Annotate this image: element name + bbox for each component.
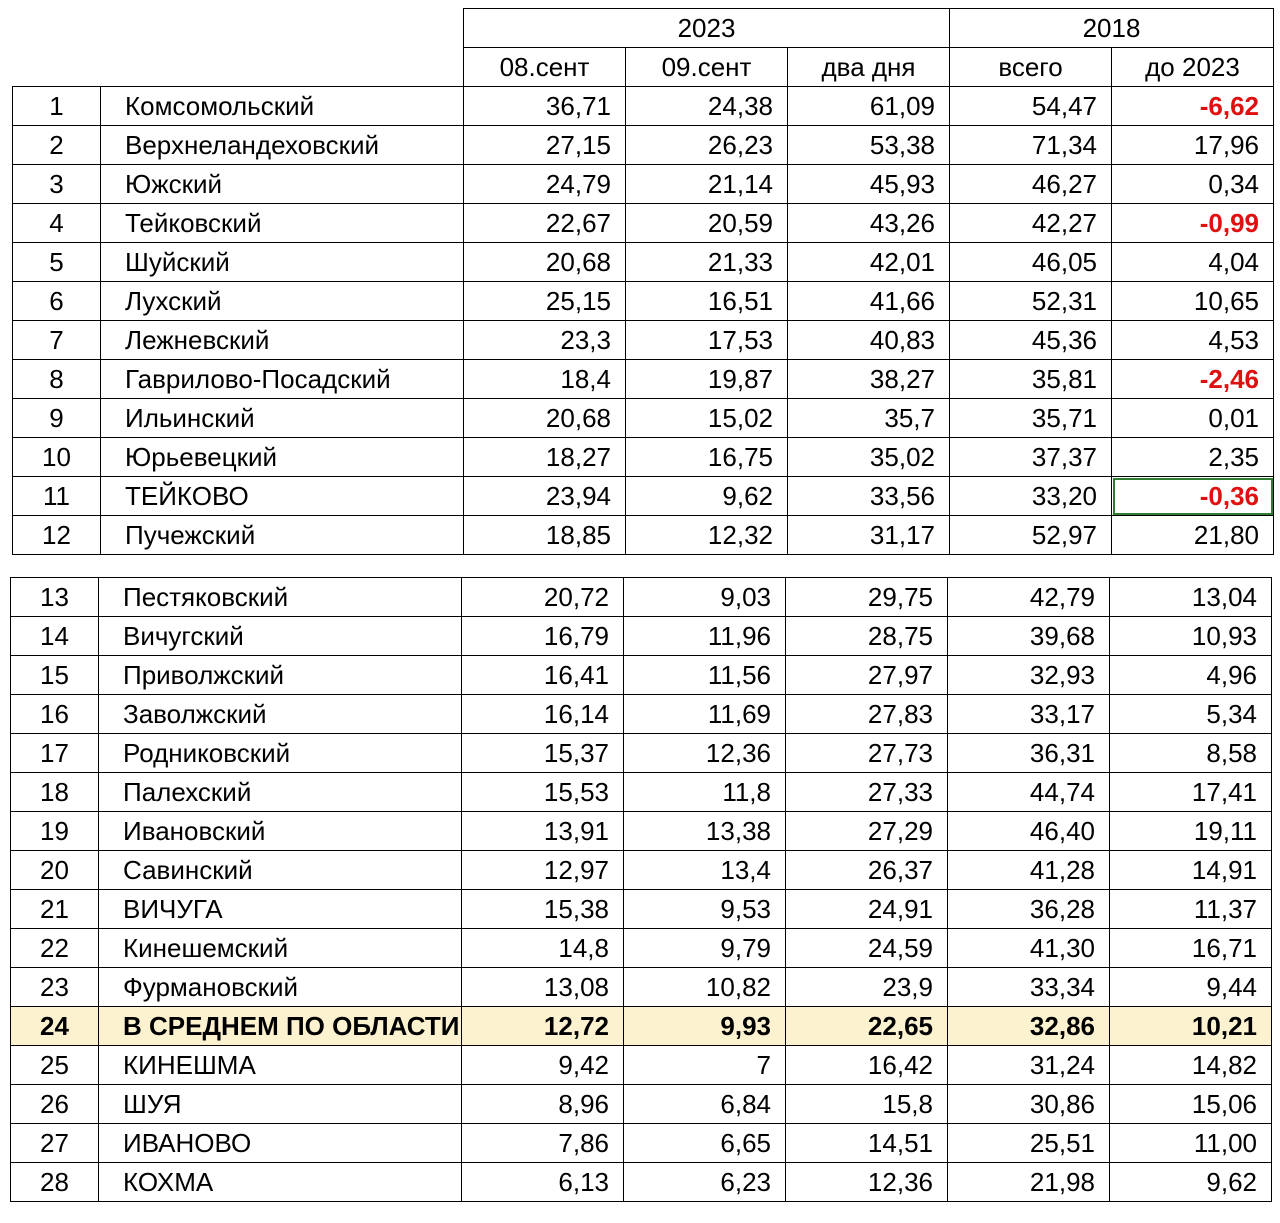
value-sep09[interactable]: 15,02 xyxy=(626,399,788,438)
district-name[interactable]: В СРЕДНЕМ ПО ОБЛАСТИ xyxy=(99,1007,462,1046)
value-sep09[interactable]: 11,69 xyxy=(624,695,786,734)
value-sep09[interactable]: 16,75 xyxy=(626,438,788,477)
value-sep08[interactable]: 24,79 xyxy=(464,165,626,204)
value-two-days[interactable]: 33,56 xyxy=(788,477,950,516)
table-row xyxy=(13,165,1274,204)
value-two-days[interactable]: 27,83 xyxy=(786,695,948,734)
value-diff[interactable]: 10,65 xyxy=(1112,282,1274,321)
value-total-2018[interactable]: 44,74 xyxy=(948,773,1110,812)
header-year-2023: 2023 xyxy=(464,9,950,48)
value-diff[interactable]: -2,46 xyxy=(1112,360,1274,399)
table-row xyxy=(13,399,1274,438)
value-two-days[interactable]: 27,97 xyxy=(786,656,948,695)
value-total-2018[interactable]: 35,81 xyxy=(950,360,1112,399)
value-sep09[interactable]: 21,14 xyxy=(626,165,788,204)
value-sep09[interactable]: 11,8 xyxy=(624,773,786,812)
value-sep08[interactable]: 12,97 xyxy=(462,851,624,890)
value-diff[interactable]: 11,00 xyxy=(1110,1124,1272,1163)
table-row xyxy=(11,617,1272,656)
row-number[interactable]: 22 xyxy=(11,929,99,968)
district-name[interactable]: КИНЕШМА xyxy=(99,1046,462,1085)
table-row xyxy=(11,1085,1272,1124)
value-sep08[interactable]: 16,14 xyxy=(462,695,624,734)
row-number[interactable]: 12 xyxy=(13,516,101,555)
value-sep08[interactable]: 23,94 xyxy=(464,477,626,516)
value-sep09[interactable]: 9,62 xyxy=(626,477,788,516)
row-number[interactable]: 2 xyxy=(13,126,101,165)
district-name[interactable]: Заволжский xyxy=(99,695,462,734)
value-sep09[interactable]: 6,84 xyxy=(624,1085,786,1124)
row-number[interactable]: 27 xyxy=(11,1124,99,1163)
value-total-2018[interactable]: 25,51 xyxy=(948,1124,1110,1163)
value-sep09[interactable]: 12,32 xyxy=(626,516,788,555)
district-name[interactable]: ИВАНОВО xyxy=(99,1124,462,1163)
value-total-2018[interactable]: 36,31 xyxy=(948,734,1110,773)
district-name[interactable]: Юрьевецкий xyxy=(101,438,464,477)
value-two-days[interactable]: 27,29 xyxy=(786,812,948,851)
value-diff[interactable]: 9,62 xyxy=(1110,1163,1272,1202)
value-total-2018[interactable]: 32,86 xyxy=(948,1007,1110,1046)
district-name[interactable]: Савинский xyxy=(99,851,462,890)
value-sep09[interactable]: 6,23 xyxy=(624,1163,786,1202)
table-row xyxy=(11,1046,1272,1085)
row-number[interactable]: 15 xyxy=(11,656,99,695)
header-year-2018: 2018 xyxy=(950,9,1274,48)
value-two-days[interactable]: 35,02 xyxy=(788,438,950,477)
value-total-2018[interactable]: 31,24 xyxy=(948,1046,1110,1085)
header-row-columns xyxy=(13,48,1274,87)
value-sep09[interactable]: 17,53 xyxy=(626,321,788,360)
value-sep08[interactable]: 8,96 xyxy=(462,1085,624,1124)
district-name[interactable]: Палехский xyxy=(99,773,462,812)
district-name[interactable]: Шуйский xyxy=(101,243,464,282)
value-two-days[interactable]: 16,42 xyxy=(786,1046,948,1085)
value-two-days[interactable]: 15,8 xyxy=(786,1085,948,1124)
value-diff[interactable]: 13,04 xyxy=(1110,578,1272,617)
value-total-2018[interactable]: 33,34 xyxy=(948,968,1110,1007)
value-diff[interactable]: 19,11 xyxy=(1110,812,1272,851)
value-sep08[interactable]: 15,37 xyxy=(462,734,624,773)
value-diff[interactable]: 17,96 xyxy=(1112,126,1274,165)
row-number[interactable]: 5 xyxy=(13,243,101,282)
district-name[interactable]: Верхнеландеховский xyxy=(101,126,464,165)
district-name[interactable]: Вичугский xyxy=(99,617,462,656)
row-number[interactable]: 18 xyxy=(11,773,99,812)
district-name[interactable]: Пучежский xyxy=(101,516,464,555)
value-two-days[interactable]: 40,83 xyxy=(788,321,950,360)
value-sep08[interactable]: 6,13 xyxy=(462,1163,624,1202)
value-two-days[interactable]: 35,7 xyxy=(788,399,950,438)
value-sep08[interactable]: 36,71 xyxy=(464,87,626,126)
value-two-days[interactable]: 14,51 xyxy=(786,1124,948,1163)
value-sep08[interactable]: 15,38 xyxy=(462,890,624,929)
table-row xyxy=(11,968,1272,1007)
district-name[interactable]: ВИЧУГА xyxy=(99,890,462,929)
district-name[interactable]: Гаврилово-Посадский xyxy=(101,360,464,399)
value-two-days[interactable]: 26,37 xyxy=(786,851,948,890)
value-sep08[interactable]: 7,86 xyxy=(462,1124,624,1163)
value-sep08[interactable]: 15,53 xyxy=(462,773,624,812)
header-col-two-days: два дня xyxy=(788,48,950,87)
value-two-days[interactable]: 23,9 xyxy=(786,968,948,1007)
table-row xyxy=(11,1163,1272,1202)
district-name[interactable]: ТЕЙКОВО xyxy=(101,477,464,516)
value-sep09[interactable]: 20,59 xyxy=(626,204,788,243)
header-blank xyxy=(13,9,464,48)
row-number[interactable]: 4 xyxy=(13,204,101,243)
row-number[interactable]: 23 xyxy=(11,968,99,1007)
table-row xyxy=(13,282,1274,321)
table-row xyxy=(11,929,1272,968)
value-diff[interactable]: 8,58 xyxy=(1110,734,1272,773)
value-sep08[interactable]: 9,42 xyxy=(462,1046,624,1085)
row-number[interactable]: 7 xyxy=(13,321,101,360)
value-diff[interactable]: 21,80 xyxy=(1112,516,1274,555)
value-total-2018[interactable]: 42,27 xyxy=(950,204,1112,243)
value-sep08[interactable]: 27,15 xyxy=(464,126,626,165)
value-diff[interactable]: 14,82 xyxy=(1110,1046,1272,1085)
district-name[interactable]: Пестяковский xyxy=(99,578,462,617)
value-total-2018[interactable]: 54,47 xyxy=(950,87,1112,126)
value-total-2018[interactable]: 45,36 xyxy=(950,321,1112,360)
row-number[interactable]: 20 xyxy=(11,851,99,890)
value-total-2018[interactable]: 46,05 xyxy=(950,243,1112,282)
value-two-days[interactable]: 12,36 xyxy=(786,1163,948,1202)
row-number[interactable]: 14 xyxy=(11,617,99,656)
table-row xyxy=(13,477,1274,516)
value-diff[interactable]: 5,34 xyxy=(1110,695,1272,734)
value-total-2018[interactable]: 52,97 xyxy=(950,516,1112,555)
row-number[interactable]: 10 xyxy=(13,438,101,477)
row-number[interactable]: 21 xyxy=(11,890,99,929)
value-total-2018[interactable]: 52,31 xyxy=(950,282,1112,321)
bottom-table xyxy=(10,577,1272,1202)
value-sep08[interactable]: 13,91 xyxy=(462,812,624,851)
district-name[interactable]: Родниковский xyxy=(99,734,462,773)
row-number[interactable]: 3 xyxy=(13,165,101,204)
value-total-2018[interactable]: 35,71 xyxy=(950,399,1112,438)
table-row xyxy=(11,773,1272,812)
value-sep08[interactable]: 23,3 xyxy=(464,321,626,360)
table-row xyxy=(13,516,1274,555)
value-sep08[interactable]: 20,68 xyxy=(464,399,626,438)
table-row xyxy=(11,734,1272,773)
district-name[interactable]: Кинешемский xyxy=(99,929,462,968)
value-sep09[interactable]: 9,53 xyxy=(624,890,786,929)
row-number[interactable]: 16 xyxy=(11,695,99,734)
value-sep08[interactable]: 13,08 xyxy=(462,968,624,1007)
district-name[interactable]: Лежневский xyxy=(101,321,464,360)
value-diff[interactable]: 4,53 xyxy=(1112,321,1274,360)
value-two-days[interactable]: 22,65 xyxy=(786,1007,948,1046)
district-name[interactable]: ШУЯ xyxy=(99,1085,462,1124)
district-name[interactable]: КОХМА xyxy=(99,1163,462,1202)
value-total-2018[interactable]: 30,86 xyxy=(948,1085,1110,1124)
value-sep09[interactable]: 21,33 xyxy=(626,243,788,282)
value-total-2018[interactable]: 33,17 xyxy=(948,695,1110,734)
value-sep09[interactable]: 12,36 xyxy=(624,734,786,773)
value-sep09[interactable]: 26,23 xyxy=(626,126,788,165)
value-total-2018[interactable]: 37,37 xyxy=(950,438,1112,477)
value-two-days[interactable]: 45,93 xyxy=(788,165,950,204)
value-total-2018[interactable]: 41,30 xyxy=(948,929,1110,968)
value-diff[interactable]: 4,96 xyxy=(1110,656,1272,695)
value-two-days[interactable]: 31,17 xyxy=(788,516,950,555)
value-total-2018[interactable]: 46,40 xyxy=(948,812,1110,851)
header-row-years xyxy=(13,9,1274,48)
value-sep09[interactable]: 11,96 xyxy=(624,617,786,656)
value-total-2018[interactable]: 41,28 xyxy=(948,851,1110,890)
row-number[interactable]: 8 xyxy=(13,360,101,399)
table-row xyxy=(11,578,1272,617)
row-number[interactable]: 13 xyxy=(11,578,99,617)
value-diff[interactable]: 2,35 xyxy=(1112,438,1274,477)
value-sep08[interactable]: 18,85 xyxy=(464,516,626,555)
value-diff[interactable]: -0,99 xyxy=(1112,204,1274,243)
value-sep09[interactable]: 11,56 xyxy=(624,656,786,695)
value-total-2018[interactable]: 39,68 xyxy=(948,617,1110,656)
table-row xyxy=(13,438,1274,477)
value-total-2018[interactable]: 21,98 xyxy=(948,1163,1110,1202)
value-two-days[interactable]: 42,01 xyxy=(788,243,950,282)
value-sep09[interactable]: 6,65 xyxy=(624,1124,786,1163)
table-row xyxy=(13,87,1274,126)
header-col-sep09: 09.сент xyxy=(626,48,788,87)
district-name[interactable]: Приволжский xyxy=(99,656,462,695)
row-number[interactable]: 17 xyxy=(11,734,99,773)
table-row xyxy=(11,1124,1272,1163)
header-col-total: всего xyxy=(950,48,1112,87)
value-two-days[interactable]: 61,09 xyxy=(788,87,950,126)
value-sep08[interactable]: 22,67 xyxy=(464,204,626,243)
value-two-days[interactable]: 27,73 xyxy=(786,734,948,773)
value-two-days[interactable]: 43,26 xyxy=(788,204,950,243)
value-two-days[interactable]: 24,59 xyxy=(786,929,948,968)
district-name[interactable]: Тейковский xyxy=(101,204,464,243)
table-row xyxy=(11,812,1272,851)
row-number[interactable]: 9 xyxy=(13,399,101,438)
value-sep09[interactable]: 9,79 xyxy=(624,929,786,968)
value-sep09[interactable]: 9,93 xyxy=(624,1007,786,1046)
table-row xyxy=(11,695,1272,734)
value-diff[interactable]: 10,93 xyxy=(1110,617,1272,656)
district-name[interactable]: Ильинский xyxy=(101,399,464,438)
value-two-days[interactable]: 24,91 xyxy=(786,890,948,929)
header-col-sep08: 08.сент xyxy=(464,48,626,87)
row-number[interactable]: 28 xyxy=(11,1163,99,1202)
district-name[interactable]: Фурмановский xyxy=(99,968,462,1007)
value-sep08[interactable]: 18,4 xyxy=(464,360,626,399)
value-sep08[interactable]: 25,15 xyxy=(464,282,626,321)
value-total-2018[interactable]: 71,34 xyxy=(950,126,1112,165)
value-diff[interactable]: 16,71 xyxy=(1110,929,1272,968)
district-name[interactable]: Южский xyxy=(101,165,464,204)
top-table xyxy=(12,8,1274,555)
value-sep09[interactable]: 19,87 xyxy=(626,360,788,399)
row-number[interactable]: 11 xyxy=(13,477,101,516)
value-sep08[interactable]: 14,8 xyxy=(462,929,624,968)
value-sep09[interactable]: 7 xyxy=(624,1046,786,1085)
value-sep08[interactable]: 12,72 xyxy=(462,1007,624,1046)
value-diff[interactable]: 14,91 xyxy=(1110,851,1272,890)
value-two-days[interactable]: 38,27 xyxy=(788,360,950,399)
value-total-2018[interactable]: 32,93 xyxy=(948,656,1110,695)
value-total-2018[interactable]: 33,20 xyxy=(950,477,1112,516)
table-row xyxy=(11,851,1272,890)
value-sep08[interactable]: 16,79 xyxy=(462,617,624,656)
value-total-2018[interactable]: 46,27 xyxy=(950,165,1112,204)
table-row xyxy=(13,243,1274,282)
value-sep09[interactable]: 13,38 xyxy=(624,812,786,851)
value-sep09[interactable]: 16,51 xyxy=(626,282,788,321)
value-total-2018[interactable]: 36,28 xyxy=(948,890,1110,929)
value-diff[interactable]: -0,36 xyxy=(1112,477,1274,516)
value-total-2018[interactable]: 42,79 xyxy=(948,578,1110,617)
value-diff[interactable]: 9,44 xyxy=(1110,968,1272,1007)
value-two-days[interactable]: 29,75 xyxy=(786,578,948,617)
value-diff[interactable]: 4,04 xyxy=(1112,243,1274,282)
value-two-days[interactable]: 28,75 xyxy=(786,617,948,656)
table-row xyxy=(13,360,1274,399)
value-diff[interactable]: 11,37 xyxy=(1110,890,1272,929)
district-name[interactable]: Ивановский xyxy=(99,812,462,851)
value-diff[interactable]: 0,01 xyxy=(1112,399,1274,438)
value-diff[interactable]: 15,06 xyxy=(1110,1085,1272,1124)
row-number[interactable]: 24 xyxy=(11,1007,99,1046)
value-sep08[interactable]: 20,72 xyxy=(462,578,624,617)
row-number[interactable]: 6 xyxy=(13,282,101,321)
table-row xyxy=(11,890,1272,929)
district-name[interactable]: Комсомольский xyxy=(101,87,464,126)
district-name[interactable]: Лухский xyxy=(101,282,464,321)
value-sep09[interactable]: 10,82 xyxy=(624,968,786,1007)
row-number[interactable]: 19 xyxy=(11,812,99,851)
value-sep09[interactable]: 9,03 xyxy=(624,578,786,617)
value-sep08[interactable]: 18,27 xyxy=(464,438,626,477)
value-two-days[interactable]: 53,38 xyxy=(788,126,950,165)
row-number[interactable]: 26 xyxy=(11,1085,99,1124)
value-two-days[interactable]: 41,66 xyxy=(788,282,950,321)
value-sep09[interactable]: 24,38 xyxy=(626,87,788,126)
value-sep09[interactable]: 13,4 xyxy=(624,851,786,890)
value-diff[interactable]: 17,41 xyxy=(1110,773,1272,812)
table-row xyxy=(13,126,1274,165)
value-diff[interactable]: 0,34 xyxy=(1112,165,1274,204)
table-row xyxy=(11,656,1272,695)
row-number[interactable]: 1 xyxy=(13,87,101,126)
value-two-days[interactable]: 27,33 xyxy=(786,773,948,812)
table-row xyxy=(11,1007,1272,1046)
header-blank xyxy=(13,48,464,87)
value-diff[interactable]: 10,21 xyxy=(1110,1007,1272,1046)
table-row xyxy=(13,321,1274,360)
table-row xyxy=(13,204,1274,243)
header-col-diff: до 2023 xyxy=(1112,48,1274,87)
row-number[interactable]: 25 xyxy=(11,1046,99,1085)
value-diff[interactable]: -6,62 xyxy=(1112,87,1274,126)
value-sep08[interactable]: 20,68 xyxy=(464,243,626,282)
value-sep08[interactable]: 16,41 xyxy=(462,656,624,695)
